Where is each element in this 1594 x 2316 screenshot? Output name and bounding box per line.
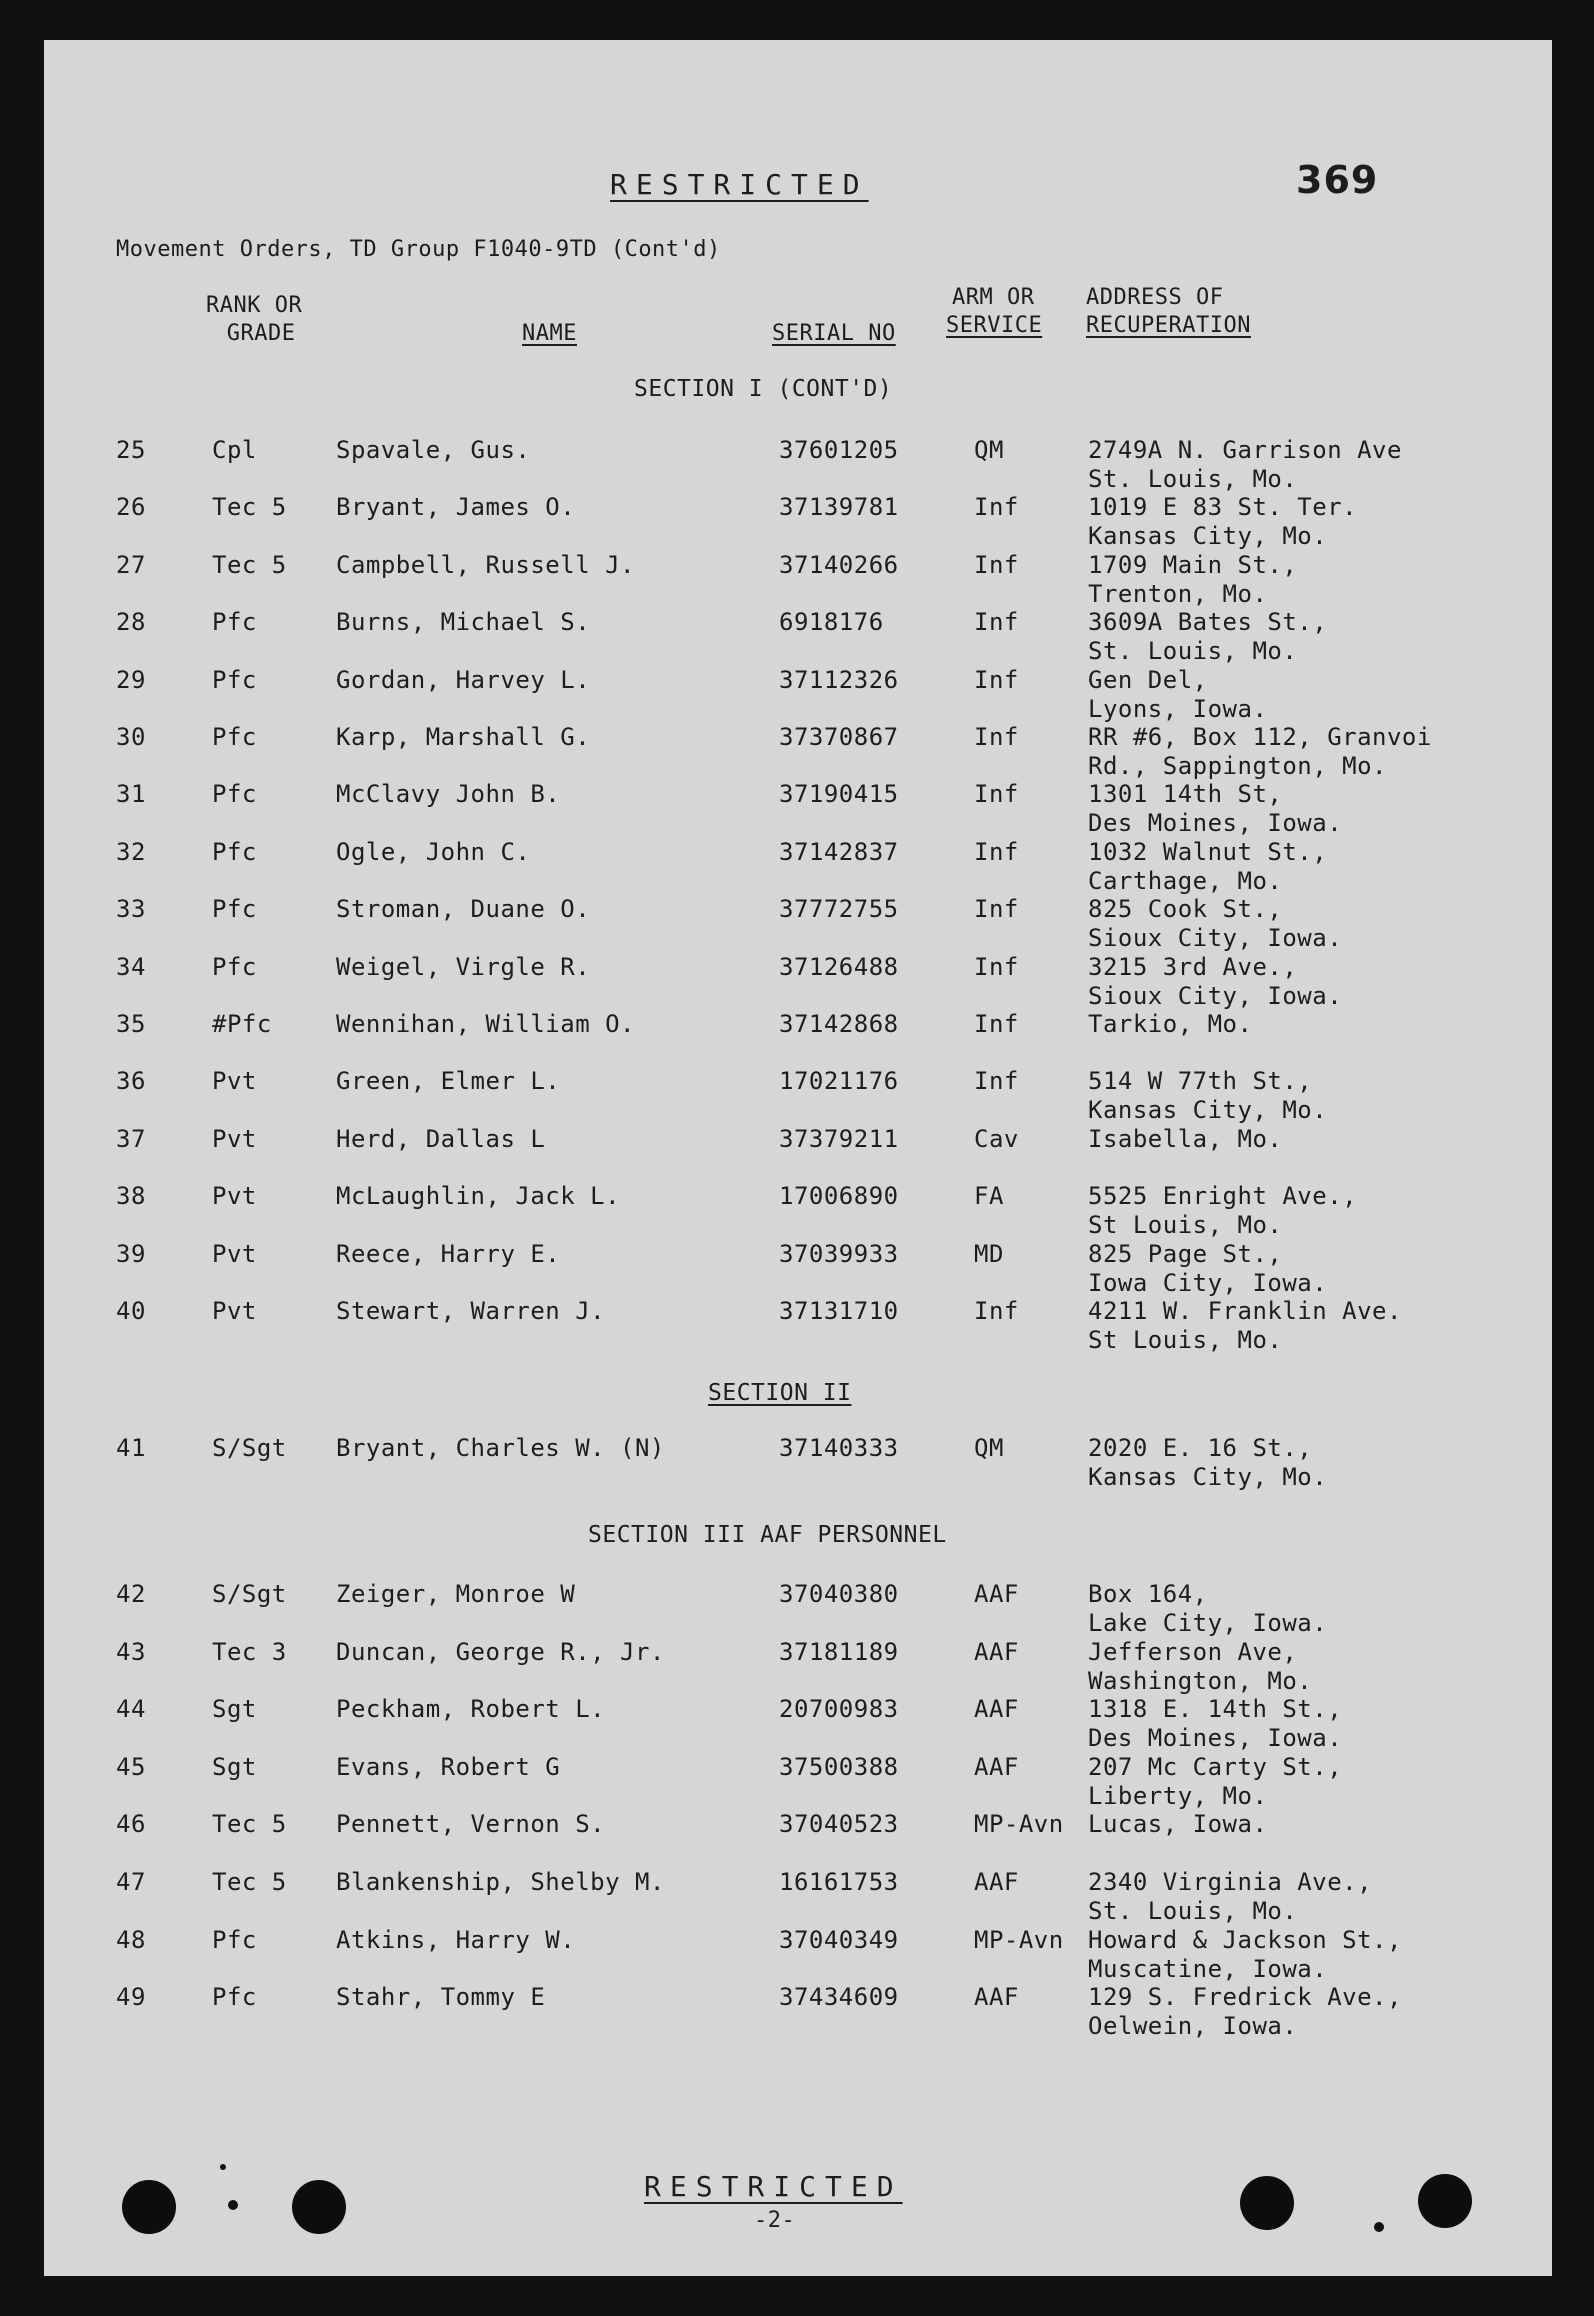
row-address-line2: Sioux City, Iowa. [1088, 981, 1343, 1010]
row-address [1088, 666, 1267, 724]
row-rank: S/Sgt [212, 1580, 287, 1608]
row-arm-of-service: Cav [974, 1124, 1019, 1153]
row-address [1088, 838, 1327, 896]
punch-hole [292, 2180, 346, 2234]
row-rank: Pfc [212, 608, 257, 637]
row-rank: Pfc [212, 1983, 257, 2012]
row-name: Pennett, Vernon S. [336, 1810, 606, 1839]
row-number: 40 [116, 1297, 146, 1325]
row-address-line1: Lucas, Iowa. [1088, 1810, 1268, 1839]
row-rank: Pvt [212, 1124, 257, 1153]
column-header-address-line1: ADDRESS OF [1086, 285, 1224, 310]
row-serial-number: 37112326 [779, 665, 899, 694]
table-row [44, 1067, 1552, 1123]
row-serial-number: 37126488 [779, 952, 899, 981]
row-rank: Pvt [212, 1239, 257, 1268]
row-address [1088, 1297, 1402, 1355]
row-serial-number: 37040349 [779, 1925, 899, 1954]
row-name: Peckham, Robert L. [336, 1695, 606, 1724]
row-rank: Pfc [212, 837, 257, 866]
row-name: Evans, Robert G [336, 1752, 561, 1781]
row-serial-number: 37142868 [779, 1010, 899, 1038]
row-serial-number: 20700983 [779, 1695, 899, 1724]
row-number: 47 [116, 1868, 146, 1896]
row-number: 39 [116, 1239, 146, 1268]
row-name: Zeiger, Monroe W [336, 1580, 576, 1608]
row-arm-of-service: AAF [974, 1695, 1019, 1724]
table-row [44, 780, 1552, 836]
row-arm-of-service: Inf [974, 608, 1019, 637]
row-arm-of-service: Inf [974, 895, 1019, 924]
row-number: 48 [116, 1925, 146, 1954]
row-address [1088, 493, 1357, 551]
row-arm-of-service: Inf [974, 1297, 1019, 1325]
row-address-line1: Howard & Jackson St., [1088, 1925, 1402, 1954]
row-name: Campbell, Russell J. [336, 550, 635, 579]
row-address-line1: 2020 E. 16 St., [1088, 1434, 1313, 1462]
row-arm-of-service: Inf [974, 837, 1019, 866]
row-number: 32 [116, 837, 146, 866]
row-name: Burns, Michael S. [336, 608, 591, 637]
table-row [44, 436, 1552, 492]
row-serial-number: 37379211 [779, 1124, 899, 1153]
row-address-line2: Kansas City, Mo. [1088, 1096, 1328, 1125]
punch-hole [122, 2180, 176, 2234]
row-address [1088, 1868, 1372, 1926]
row-address-line1: 5525 Enright Ave., [1088, 1182, 1358, 1211]
row-number: 49 [116, 1983, 146, 2012]
row-serial-number: 37140266 [779, 550, 899, 579]
row-name: Reece, Harry E. [336, 1239, 561, 1268]
row-name: Gordan, Harvey L. [336, 665, 591, 694]
row-serial-number: 16161753 [779, 1868, 899, 1896]
row-name: McClavy John B. [336, 780, 561, 809]
table-row [44, 1810, 1552, 1866]
row-address-line2: St Louis, Mo. [1088, 1211, 1283, 1240]
row-number: 37 [116, 1124, 146, 1153]
row-arm-of-service: AAF [974, 1868, 1019, 1896]
row-name: Bryant, Charles W. (N) [336, 1434, 665, 1462]
row-rank: Pfc [212, 952, 257, 981]
row-rank: Tec 5 [212, 1810, 287, 1839]
row-address [1088, 1182, 1357, 1240]
row-address-line2: Oelwein, Iowa. [1088, 2012, 1298, 2041]
row-rank: Pfc [212, 665, 257, 694]
table-row [44, 838, 1552, 894]
row-address-line2: St. Louis, Mo. [1088, 637, 1298, 666]
row-rank: Pvt [212, 1182, 257, 1211]
table-row [44, 1983, 1552, 2039]
row-serial-number: 17021176 [779, 1067, 899, 1096]
row-address-line2: Des Moines, Iowa. [1088, 1724, 1343, 1753]
row-address-line1: 1019 E 83 St. Ter. [1088, 493, 1358, 522]
row-serial-number: 37131710 [779, 1297, 899, 1325]
row-name: Weigel, Virgle R. [336, 952, 591, 981]
row-address-line2: Des Moines, Iowa. [1088, 809, 1343, 838]
row-address [1088, 1695, 1342, 1753]
table-row [44, 1434, 1552, 1490]
row-address-line2: Carthage, Mo. [1088, 866, 1283, 895]
row-number: 34 [116, 952, 146, 981]
row-rank: Tec 5 [212, 493, 287, 522]
row-rank: S/Sgt [212, 1434, 287, 1462]
row-address-line2: Iowa City, Iowa. [1088, 1268, 1328, 1297]
row-address-line2: Trenton, Mo. [1088, 579, 1268, 608]
table-row [44, 1638, 1552, 1694]
row-address-line2: Rd., Sappington, Mo. [1088, 752, 1387, 780]
row-serial-number: 37772755 [779, 895, 899, 924]
row-rank: Tec 5 [212, 550, 287, 579]
row-address [1088, 436, 1402, 494]
row-address [1088, 1580, 1327, 1638]
row-address-line1: 4211 W. Franklin Ave. [1088, 1297, 1402, 1325]
row-serial-number: 37140333 [779, 1434, 899, 1462]
column-header-rank [206, 292, 302, 348]
row-arm-of-service: AAF [974, 1752, 1019, 1781]
row-address-line1: Jefferson Ave, [1088, 1637, 1298, 1666]
row-rank: #Pfc [212, 1010, 272, 1038]
table-row [44, 1695, 1552, 1751]
table-row [44, 493, 1552, 549]
row-serial-number: 37039933 [779, 1239, 899, 1268]
table-row [44, 895, 1552, 951]
row-address-line1: 825 Cook St., [1088, 895, 1283, 924]
row-number: 45 [116, 1752, 146, 1781]
row-address-line2: St Louis, Mo. [1088, 1326, 1283, 1354]
row-number: 33 [116, 895, 146, 924]
row-rank: Tec 5 [212, 1868, 287, 1896]
table-row [44, 608, 1552, 664]
row-address-line1: 1032 Walnut St., [1088, 837, 1328, 866]
row-address-line2: St. Louis, Mo. [1088, 465, 1298, 493]
row-address [1088, 551, 1297, 609]
row-address-line1: 3609A Bates St., [1088, 608, 1328, 637]
table-row [44, 953, 1552, 1009]
row-name: Stahr, Tommy E [336, 1983, 546, 2012]
row-serial-number: 37139781 [779, 493, 899, 522]
row-address-line2: Washington, Mo. [1088, 1666, 1313, 1695]
row-serial-number: 37040523 [779, 1810, 899, 1839]
row-name: Stroman, Duane O. [336, 895, 591, 924]
punch-hole [1240, 2176, 1294, 2230]
row-address-line2: Sioux City, Iowa. [1088, 924, 1343, 953]
table-row [44, 666, 1552, 722]
row-name: Duncan, George R., Jr. [336, 1637, 665, 1666]
row-address-line1: Tarkio, Mo. [1088, 1010, 1253, 1038]
row-rank: Pfc [212, 780, 257, 809]
table-row [44, 1580, 1552, 1636]
row-number: 41 [116, 1434, 146, 1462]
row-number: 46 [116, 1810, 146, 1839]
row-address-line1: 129 S. Fredrick Ave., [1088, 1983, 1402, 2012]
table-row [44, 1297, 1552, 1353]
row-address [1088, 1067, 1327, 1125]
row-arm-of-service: AAF [974, 1580, 1019, 1608]
row-number: 25 [116, 436, 146, 464]
ink-speck [220, 2164, 226, 2170]
row-serial-number: 37500388 [779, 1752, 899, 1781]
row-name: Atkins, Harry W. [336, 1925, 576, 1954]
row-name: Ogle, John C. [336, 837, 531, 866]
section-title: SECTION I (CONT'D) [634, 376, 893, 402]
row-address-line1: 1301 14th St, [1088, 780, 1283, 809]
document-page [44, 40, 1552, 2276]
row-serial-number: 37601205 [779, 436, 899, 464]
row-address-line1: 207 Mc Carty St., [1088, 1752, 1343, 1781]
row-rank: Cpl [212, 436, 257, 464]
row-number: 38 [116, 1182, 146, 1211]
row-arm-of-service: AAF [974, 1637, 1019, 1666]
row-arm-of-service: Inf [974, 1067, 1019, 1096]
row-address [1088, 1983, 1402, 2041]
row-arm-of-service: Inf [974, 665, 1019, 694]
row-number: 35 [116, 1010, 146, 1038]
section-title: SECTION III AAF PERSONNEL [588, 1522, 947, 1548]
row-address [1088, 953, 1342, 1011]
row-serial-number: 37370867 [779, 723, 899, 751]
table-row [44, 1010, 1552, 1066]
row-address-line2: Kansas City, Mo. [1088, 522, 1328, 551]
row-address [1088, 1753, 1342, 1811]
row-arm-of-service: AAF [974, 1983, 1019, 2012]
row-address-line1: 3215 3rd Ave., [1088, 952, 1298, 981]
row-name: Wennihan, William O. [336, 1010, 635, 1038]
row-address [1088, 723, 1432, 781]
row-rank: Sgt [212, 1695, 257, 1724]
row-number: 44 [116, 1695, 146, 1724]
row-address-line1: 2749A N. Garrison Ave [1088, 436, 1402, 464]
row-arm-of-service: MD [974, 1239, 1004, 1268]
column-header-address [1086, 284, 1251, 340]
row-number: 42 [116, 1580, 146, 1608]
classification-header: RESTRICTED [610, 168, 869, 201]
row-rank: Sgt [212, 1752, 257, 1781]
row-rank: Tec 3 [212, 1637, 287, 1666]
table-row [44, 551, 1552, 607]
row-address [1088, 1010, 1252, 1039]
row-address-line2: St. Louis, Mo. [1088, 1897, 1298, 1925]
row-arm-of-service: MP-Avn [974, 1925, 1064, 1954]
table-row [44, 1182, 1552, 1238]
column-header-rank-line1: RANK OR [206, 293, 303, 318]
row-address-line2: Lake City, Iowa. [1088, 1609, 1328, 1637]
row-number: 30 [116, 723, 146, 751]
row-name: Bryant, James O. [336, 493, 576, 522]
row-address [1088, 1125, 1282, 1154]
row-arm-of-service: Inf [974, 723, 1019, 751]
row-arm-of-service: FA [974, 1182, 1004, 1211]
row-address [1088, 895, 1342, 953]
row-rank: Pfc [212, 723, 257, 751]
row-arm-of-service: Inf [974, 952, 1019, 981]
row-address-line2: Lyons, Iowa. [1088, 694, 1268, 723]
row-name: Herd, Dallas L [336, 1124, 546, 1153]
column-header-name: NAME [522, 321, 577, 346]
punch-hole [1418, 2174, 1472, 2228]
row-rank: Pvt [212, 1297, 257, 1325]
column-header-serial: SERIAL NO [772, 321, 896, 346]
row-address-line1: RR #6, Box 112, Granvoi [1088, 723, 1432, 751]
column-header-arm-line2: SERVICE [946, 313, 1043, 338]
table-row [44, 1868, 1552, 1924]
row-number: 31 [116, 780, 146, 809]
row-number: 29 [116, 665, 146, 694]
row-address-line1: 1318 E. 14th St., [1088, 1695, 1343, 1724]
row-address [1088, 1926, 1402, 1984]
row-address-line1: 2340 Virginia Ave., [1088, 1868, 1373, 1896]
ink-speck [1374, 2222, 1384, 2232]
page-number: 369 [1296, 158, 1379, 202]
table-row [44, 1125, 1552, 1181]
row-name: Spavale, Gus. [336, 436, 531, 464]
row-address [1088, 1810, 1267, 1839]
row-address-line2: Kansas City, Mo. [1088, 1463, 1328, 1491]
row-serial-number: 17006890 [779, 1182, 899, 1211]
section-title: SECTION II [708, 1380, 852, 1406]
row-serial-number: 37040380 [779, 1580, 899, 1608]
column-header-arm-line1: ARM OR [952, 285, 1035, 310]
row-address [1088, 1638, 1312, 1696]
row-address [1088, 1434, 1327, 1492]
row-address-line2: Muscatine, Iowa. [1088, 1954, 1328, 1983]
footer-page-number: -2- [754, 2208, 796, 2233]
document-subtitle: Movement Orders, TD Group F1040-9TD (Cont'd) [116, 237, 721, 262]
column-header-arm [946, 284, 1042, 340]
row-address-line1: 514 W 77th St., [1088, 1067, 1313, 1096]
ink-speck [228, 2200, 238, 2210]
row-rank: Pfc [212, 895, 257, 924]
row-number: 36 [116, 1067, 146, 1096]
row-name: Green, Elmer L. [336, 1067, 561, 1096]
row-address [1088, 1240, 1327, 1298]
table-row [44, 1753, 1552, 1809]
row-arm-of-service: Inf [974, 780, 1019, 809]
row-number: 28 [116, 608, 146, 637]
row-serial-number: 37434609 [779, 1983, 899, 2012]
row-address [1088, 780, 1342, 838]
row-rank: Pvt [212, 1067, 257, 1096]
row-arm-of-service: Inf [974, 1010, 1019, 1038]
row-number: 43 [116, 1637, 146, 1666]
row-address-line1: 825 Page St., [1088, 1239, 1283, 1268]
classification-footer: RESTRICTED [644, 2170, 903, 2203]
row-address-line1: Box 164, [1088, 1580, 1208, 1608]
row-address-line1: 1709 Main St., [1088, 550, 1298, 579]
row-arm-of-service: MP-Avn [974, 1810, 1064, 1839]
row-arm-of-service: QM [974, 1434, 1004, 1462]
row-arm-of-service: QM [974, 436, 1004, 464]
row-number: 27 [116, 550, 146, 579]
row-arm-of-service: Inf [974, 493, 1019, 522]
row-serial-number: 37190415 [779, 780, 899, 809]
row-serial-number: 37181189 [779, 1637, 899, 1666]
row-name: Karp, Marshall G. [336, 723, 591, 751]
table-row [44, 723, 1552, 779]
column-header-rank-line2: GRADE [226, 321, 296, 346]
row-serial-number: 37142837 [779, 837, 899, 866]
row-address-line1: Isabella, Mo. [1088, 1124, 1283, 1153]
row-name: Blankenship, Shelby M. [336, 1868, 665, 1896]
row-serial-number: 6918176 [779, 608, 884, 637]
row-name: McLaughlin, Jack L. [336, 1182, 621, 1211]
row-rank: Pfc [212, 1925, 257, 1954]
column-header-address-line2: RECUPERATION [1086, 313, 1251, 338]
row-number: 26 [116, 493, 146, 522]
row-address-line1: Gen Del, [1088, 665, 1208, 694]
table-row [44, 1926, 1552, 1982]
row-name: Stewart, Warren J. [336, 1297, 606, 1325]
row-address [1088, 608, 1327, 666]
row-arm-of-service: Inf [974, 550, 1019, 579]
table-row [44, 1240, 1552, 1296]
row-address-line2: Liberty, Mo. [1088, 1781, 1268, 1810]
